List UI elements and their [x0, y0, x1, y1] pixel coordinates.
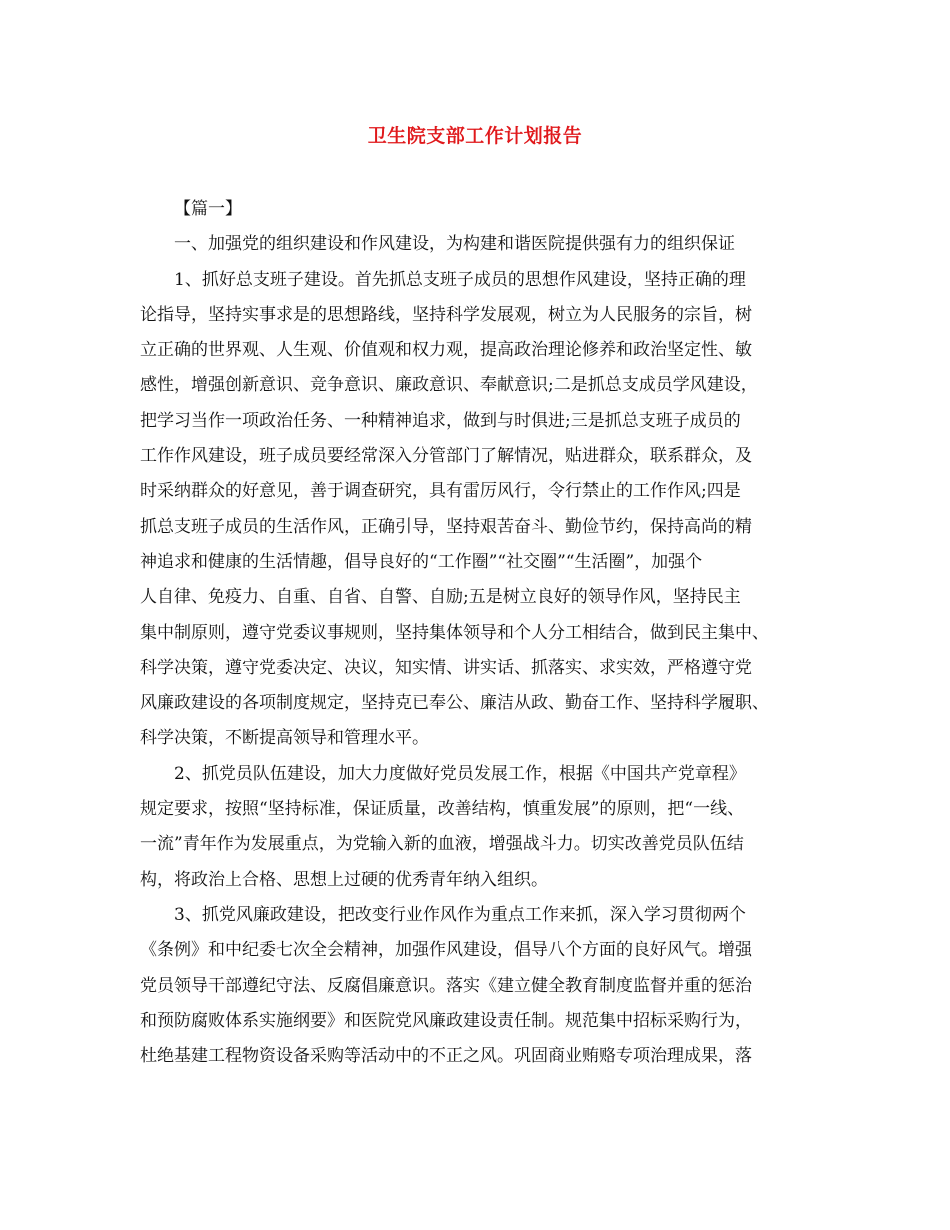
paragraph-1 — [140, 263, 812, 757]
paragraph-line: 论指导，坚持实事求是的思想路线，坚持科学发展观，树立为人民服务的宗旨，树 — [140, 304, 752, 325]
paragraph-line: 2、抓党员队伍建设，加大力度做好党员发展工作，根据《中国共产党章程》 — [174, 763, 746, 784]
paragraph-line: 科学决策，不断提高领导和管理水平。 — [140, 728, 429, 749]
paragraph-line: 杜绝基建工程物资设备采购等活动中的不正之风。巩固商业贿赂专项治理成果，落 — [140, 1046, 752, 1067]
section-label: 【篇一】 — [174, 199, 242, 219]
document-body — [140, 192, 812, 1074]
paragraph-line: 抓总支班子成员的生活作风，正确引导，坚持艰苦奋斗、勤俭节约，保持高尚的精 — [140, 516, 752, 537]
paragraph-3 — [140, 898, 812, 1074]
heading-1: 一、加强党的组织建设和作风建设，为构建和谐医院提供强有力的组织保证 — [174, 234, 735, 255]
paragraph-line: 神追求和健康的生活情趣，倡导良好的“工作圈”“社交圈”“生活圈”，加强个 — [140, 551, 703, 572]
paragraph-line: 立正确的世界观、人生观、价值观和权力观，提高政治理论修养和政治坚定性、敏 — [140, 340, 752, 361]
paragraph-line: 科学决策，遵守党委决定、决议，知实情、讲实话、抓落实、求实效，严格遵守党 — [140, 657, 752, 678]
paragraph-line: 时采纳群众的好意见，善于调查研究，具有雷厉风行，令行禁止的工作作风;四是 — [140, 481, 741, 502]
paragraph-2 — [140, 757, 812, 898]
paragraph-line: 和预防腐败体系实施纲要》和医院党风廉政建设责任制。规范集中招标采购行为， — [140, 1010, 752, 1031]
paragraph-line: 感性，增强创新意识、竞争意识、廉政意识、奉献意识;二是抓总支成员学风建设， — [140, 375, 758, 396]
paragraph-line: 风廉政建设的各项制度规定，坚持克已奉公、廉洁从政、勤奋工作、坚持科学履职、 — [140, 693, 769, 714]
paragraph-line: 党员领导干部遵纪守法、反腐倡廉意识。落实《建立健全教育制度监督并重的惩治 — [140, 975, 752, 996]
paragraph-line: 3、抓党风廉政建设，把改变行业作风作为重点工作来抓，深入学习贯彻两个 — [174, 904, 746, 925]
paragraph-line: 集中制原则，遵守党委议事规则，坚持集体领导和个人分工相结合，做到民主集中、 — [140, 622, 769, 643]
paragraph-line: 一流”青年作为发展重点，为党输入新的血液，增强战斗力。切实改善党员队伍结 — [140, 834, 744, 855]
paragraph-line: 1、抓好总支班子建设。首先抓总支班子成员的思想作风建设，坚持正确的理 — [174, 269, 746, 290]
paragraph-line: 把学习当作一项政治任务、一种精神追求，做到与时俱进;三是抓总支班子成员的 — [140, 410, 741, 431]
document-title: 卫生院支部工作计划报告 — [367, 125, 583, 147]
paragraph-line: 构，将政治上合格、思想上过硬的优秀青年纳入组织。 — [140, 869, 548, 890]
paragraph-line: 人自律、免疫力、自重、自省、自警、自励;五是树立良好的领导作风，坚持民主 — [140, 587, 741, 608]
paragraph-line: 《条例》和中纪委七次全会精神，加强作风建设，倡导八个方面的良好风气。增强 — [140, 940, 752, 961]
paragraph-line: 工作作风建设，班子成员要经常深入分管部门了解情况，贴进群众，联系群众，及 — [140, 446, 752, 467]
paragraph-line: 规定要求，按照“坚持标准，保证质量，改善结构，慎重发展”的原则，把“一线、 — [140, 799, 745, 820]
